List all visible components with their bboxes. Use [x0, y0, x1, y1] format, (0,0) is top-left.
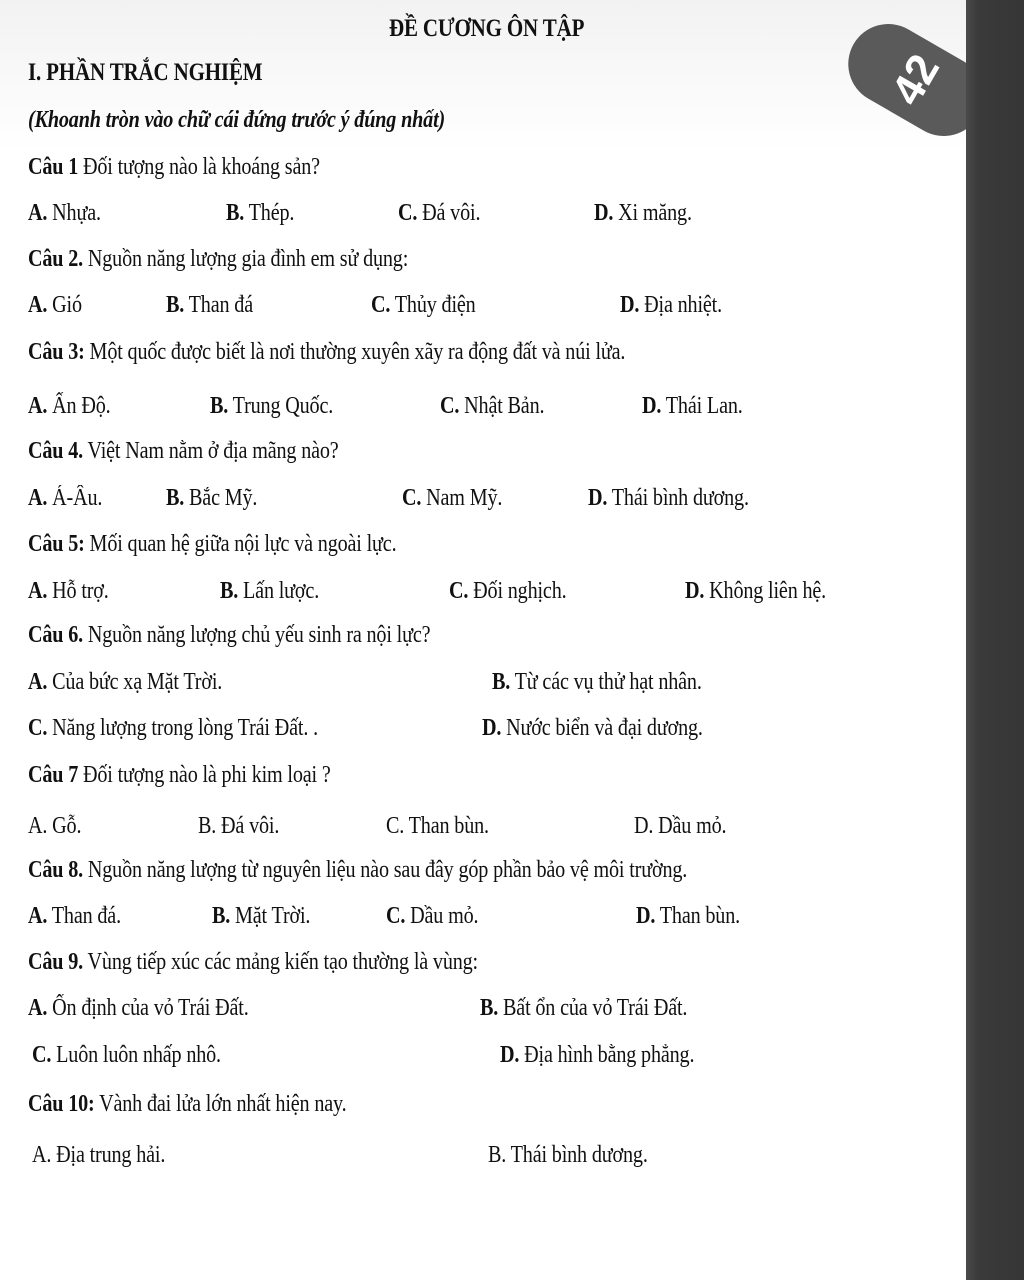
q5-option-c: C. Đối nghịch.: [449, 578, 567, 604]
q5-option-d: D. Không liên hệ.: [685, 578, 827, 604]
question-8: Câu 8. Nguồn năng lượng từ nguyên liệu nào sau đây góp phần bảo vệ môi trường.: [28, 857, 688, 883]
q9-option-c: C. Luôn luôn nhấp nhô.: [32, 1042, 221, 1068]
question-4: Câu 4. Việt Nam nằm ở địa mãng nào?: [28, 438, 339, 464]
question-7: Câu 7 Đối tượng nào là phi kim loại ?: [28, 762, 331, 788]
question-1: Câu 1 Đối tượng nào là khoáng sản?: [28, 154, 320, 180]
q1-option-b: B. Thép.: [226, 200, 295, 226]
q4-option-a: A. Á-Âu.: [28, 485, 103, 511]
q2-option-a: A. Gió: [28, 292, 82, 318]
question-10: Câu 10: Vành đai lửa lớn nhất hiện nay.: [28, 1091, 347, 1117]
q8-option-a: A. Than đá.: [28, 903, 121, 929]
side-panel: [966, 0, 1024, 1280]
q1-option-c: C. Đá vôi.: [398, 200, 481, 226]
q2-option-c: C. Thủy điện: [371, 292, 476, 318]
document-title: ĐỀ CƯƠNG ÔN TẬP: [389, 15, 585, 42]
page-badge: [874, 6, 958, 154]
q2-option-b: B. Than đá: [166, 292, 253, 318]
q8-option-b: B. Mặt Trời.: [212, 903, 311, 929]
question-5: Câu 5: Mối quan hệ giữa nội lực và ngoài lực.: [28, 531, 397, 557]
q5-option-a: A. Hỗ trợ.: [28, 578, 109, 604]
q6-option-c: C. Năng lượng trong lòng Trái Đất. .: [28, 715, 318, 741]
q7-option-d: D. Dầu mỏ.: [634, 813, 727, 839]
q9-option-d: D. Địa hình bằng phẳng.: [500, 1042, 695, 1068]
q4-option-c: C. Nam Mỹ.: [402, 485, 503, 511]
question-2: Câu 2. Nguồn năng lượng gia đình em sử dụng:: [28, 246, 409, 272]
q3-option-c: C. Nhật Bản.: [440, 393, 545, 419]
badge-label: 42: [882, 46, 950, 114]
q1-option-a: A. Nhựa.: [28, 200, 101, 226]
q3-option-a: A. Ấn Độ.: [28, 393, 111, 419]
q10-option-a: A. Địa trung hải.: [32, 1142, 166, 1168]
q7-option-a: A. Gỗ.: [28, 813, 82, 839]
q7-option-c: C. Than bùn.: [386, 813, 489, 839]
q6-option-a: A. Của bức xạ Mặt Trời.: [28, 669, 223, 695]
q8-option-c: C. Dầu mỏ.: [386, 903, 479, 929]
question-6: Câu 6. Nguồn năng lượng chủ yếu sinh ra nội lực?: [28, 622, 431, 648]
q5-option-b: B. Lấn lược.: [220, 578, 320, 604]
q4-option-b: B. Bắc Mỹ.: [166, 485, 258, 511]
q4-option-d: D. Thái bình dương.: [588, 485, 749, 511]
q10-option-b: B. Thái bình dương.: [488, 1142, 648, 1168]
question-3: Câu 3: Một quốc được biết là nơi thường xuyên xãy ra động đất và núi lửa.: [28, 339, 626, 365]
question-9: Câu 9. Vùng tiếp xúc các mảng kiến tạo thường là vùng:: [28, 949, 478, 975]
q2-option-d: D. Địa nhiệt.: [620, 292, 722, 318]
q9-option-b: B. Bất ổn của vỏ Trái Đất.: [480, 995, 688, 1021]
instruction-text: (Khoanh tròn vào chữ cái đứng trước ý đúng nhất): [28, 107, 446, 133]
q7-option-b: B. Đá vôi.: [198, 813, 280, 839]
q3-option-b: B. Trung Quốc.: [210, 393, 334, 419]
q1-option-d: D. Xi măng.: [594, 200, 692, 226]
q3-option-d: D. Thái Lan.: [642, 393, 743, 419]
q6-option-d: D. Nước biển và đại dương.: [482, 715, 703, 741]
q9-option-a: A. Ổn định của vỏ Trái Đất.: [28, 995, 249, 1021]
q8-option-d: D. Than bùn.: [636, 903, 741, 929]
q6-option-b: B. Từ các vụ thử hạt nhân.: [492, 669, 702, 695]
section-heading: I. PHẦN TRẮC NGHIỆM: [28, 59, 263, 86]
